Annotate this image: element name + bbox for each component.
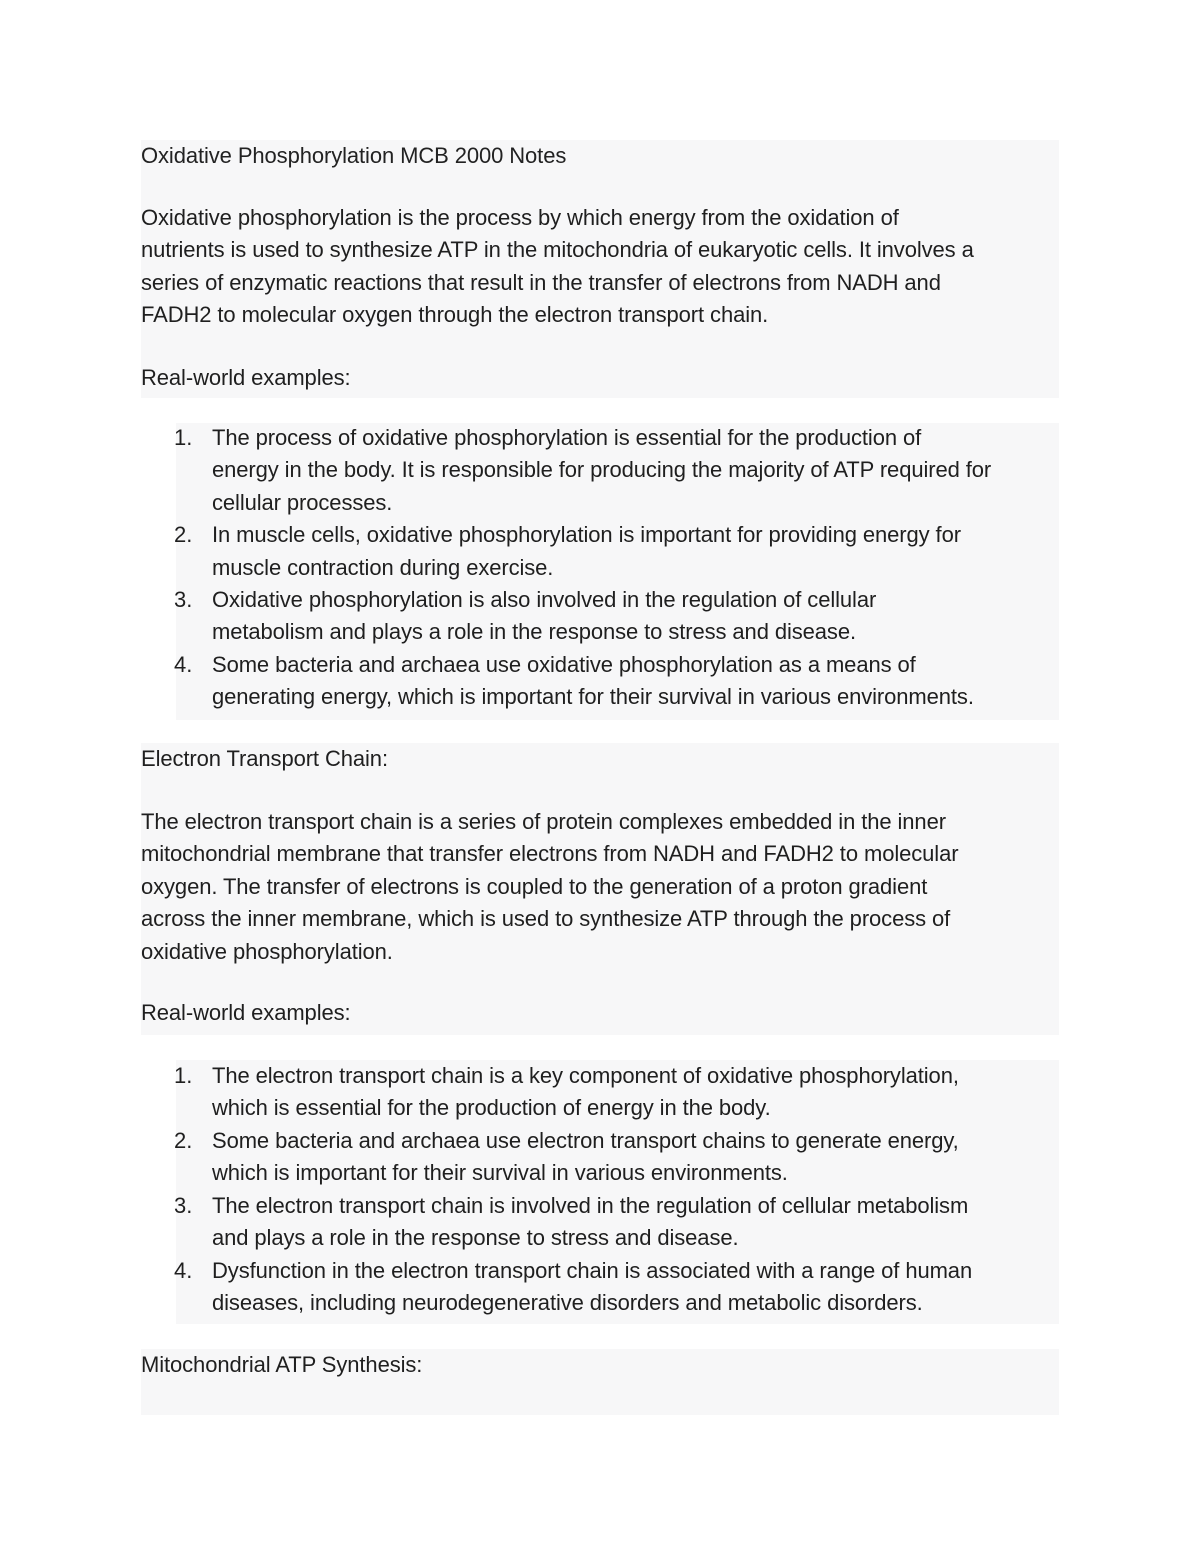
section-heading-atp: Mitochondrial ATP Synthesis: (141, 1352, 423, 1377)
list-number: 2. (174, 1128, 193, 1153)
list-item-line: cellular processes. (212, 490, 393, 515)
list-item-line: Oxidative phosphorylation is also involved in the regulation of cellular (212, 587, 877, 612)
list-item-line: Some bacteria and archaea use oxidative phosphorylation as a means of (212, 652, 916, 677)
list-number: 2. (174, 522, 193, 547)
intro-line: series of enzymatic reactions that result in the transfer of electrons from NADH and (141, 270, 941, 295)
real-world-label: Real-world examples: (141, 365, 351, 390)
intro-line: FADH2 to molecular oxygen through the electron transport chain. (141, 302, 769, 327)
list-item-line: The process of oxidative phosphorylation is essential for the production of (212, 425, 922, 450)
section-heading-etc: Electron Transport Chain: (141, 746, 388, 771)
list-item-line: which is important for their survival in various environments. (212, 1160, 788, 1185)
etc-line: oxidative phosphorylation. (141, 939, 393, 964)
list-number: 4. (174, 1258, 193, 1283)
list-item-line: which is essential for the production of energy in the body. (212, 1095, 771, 1120)
list-item-line: metabolism and plays a role in the response to stress and disease. (212, 619, 856, 644)
list-number: 3. (174, 587, 193, 612)
list-item-line: muscle contraction during exercise. (212, 555, 554, 580)
list-item-line: energy in the body. It is responsible for producing the majority of ATP required for (212, 457, 992, 482)
intro-line: Oxidative phosphorylation is the process by which energy from the oxidation of (141, 205, 899, 230)
document-title: Oxidative Phosphorylation MCB 2000 Notes (141, 143, 567, 168)
etc-line: across the inner membrane, which is used to synthesize ATP through the process of (141, 906, 951, 931)
list-item-line: Some bacteria and archaea use electron transport chains to generate energy, (212, 1128, 959, 1153)
etc-line: The electron transport chain is a series of protein complexes embedded in the inner (141, 809, 946, 834)
real-world-label: Real-world examples: (141, 1000, 351, 1025)
list-number: 4. (174, 652, 193, 677)
list-item-line: diseases, including neurodegenerative disorders and metabolic disorders. (212, 1290, 923, 1315)
list-number: 1. (174, 425, 193, 450)
list-item-line: The electron transport chain is involved in the regulation of cellular metabolism (212, 1193, 969, 1218)
etc-line: mitochondrial membrane that transfer electrons from NADH and FADH2 to molecular (141, 841, 959, 866)
list-number: 1. (174, 1063, 193, 1088)
list-item-line: generating energy, which is important for their survival in various environments. (212, 684, 974, 709)
list-item-line: and plays a role in the response to stress and disease. (212, 1225, 739, 1250)
list-item-line: In muscle cells, oxidative phosphorylation is important for providing energy for (212, 522, 961, 547)
intro-line: nutrients is used to synthesize ATP in the mitochondria of eukaryotic cells. It involves a (141, 237, 974, 262)
list-item-line: Dysfunction in the electron transport chain is associated with a range of human (212, 1258, 973, 1283)
list-item-line: The electron transport chain is a key component of oxidative phosphorylation, (212, 1063, 959, 1088)
etc-line: oxygen. The transfer of electrons is coupled to the generation of a proton gradient (141, 874, 928, 899)
list-number: 3. (174, 1193, 193, 1218)
